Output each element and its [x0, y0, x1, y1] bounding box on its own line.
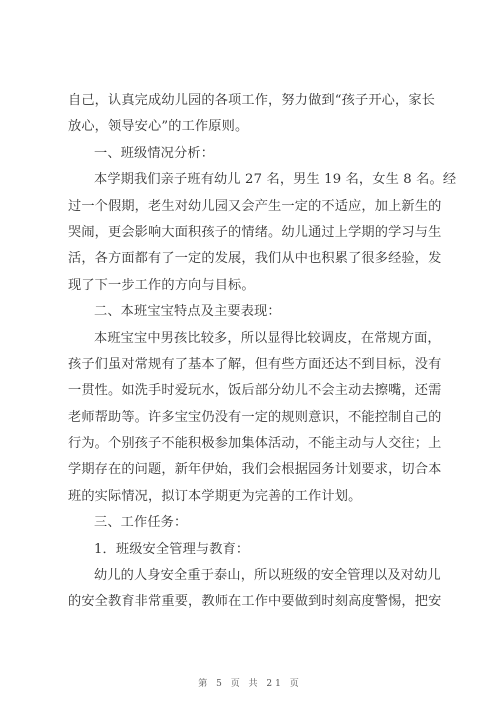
text-line: 本班宝宝中男孩比较多，所以显得比较调皮，在常规方面， [94, 330, 441, 346]
text-line: 孩子们虽对常规有了基本了解，但有些方面还达不到目标，没有 [68, 356, 442, 372]
text-line: 1．班级安全管理与教育： [94, 541, 250, 557]
text-line: 一贯性。如洗手时爱玩水，饭后部分幼儿不会主动去擦嘴，还需 [68, 383, 442, 399]
text-line: 哭闹，更会影响大面积孩子的情绪。幼儿通过上学期的学习与生 [68, 224, 442, 240]
text-line: 班的实际情况，拟订本学期更为完善的工作计划。 [68, 488, 362, 504]
text-line: 行为。个别孩子不能积极参加集体活动，不能主动与人交往；上 [68, 436, 442, 452]
text-line: 老师帮助等。许多宝宝仍没有一定的规则意识，不能控制自己的 [68, 409, 442, 425]
text-line: 的安全教育非常重要，教师在工作中要做到时刻高度警惕，把安 [68, 594, 442, 610]
text-line: 活，各方面都有了一定的发展，我们从中也积累了很多经验，发 [68, 251, 442, 267]
text-line: 学期存在的问题，新年伊始，我们会根据园务计划要求，切合本 [68, 462, 442, 478]
text-line: 本学期我们亲子班有幼儿 27 名，男生 19 名，女生 8 名。经 [94, 172, 457, 188]
document-body [68, 88, 457, 616]
text-line: 三、工作任务： [94, 515, 188, 531]
text-line: 自己，认真完成幼儿园的各项工作，努力做到“孩子开心，家长 [68, 93, 436, 108]
text-line: 二、本班宝宝特点及主要表现： [94, 304, 281, 320]
text-line: 现了下一步工作的方向与目标。 [68, 277, 255, 293]
text-line: 一、班级情况分析： [94, 145, 215, 161]
page-number-footer: 第 5 页 共 21 页 [198, 679, 302, 689]
text-line: 放心，领导安心”的工作原则。 [68, 119, 249, 135]
text-line: 过一个假期，老生对幼儿园又会产生一定的不适应，加上新生的 [68, 198, 442, 214]
text-line: 幼儿的人身安全重于泰山，所以班级的安全管理以及对幼儿 [94, 568, 441, 584]
